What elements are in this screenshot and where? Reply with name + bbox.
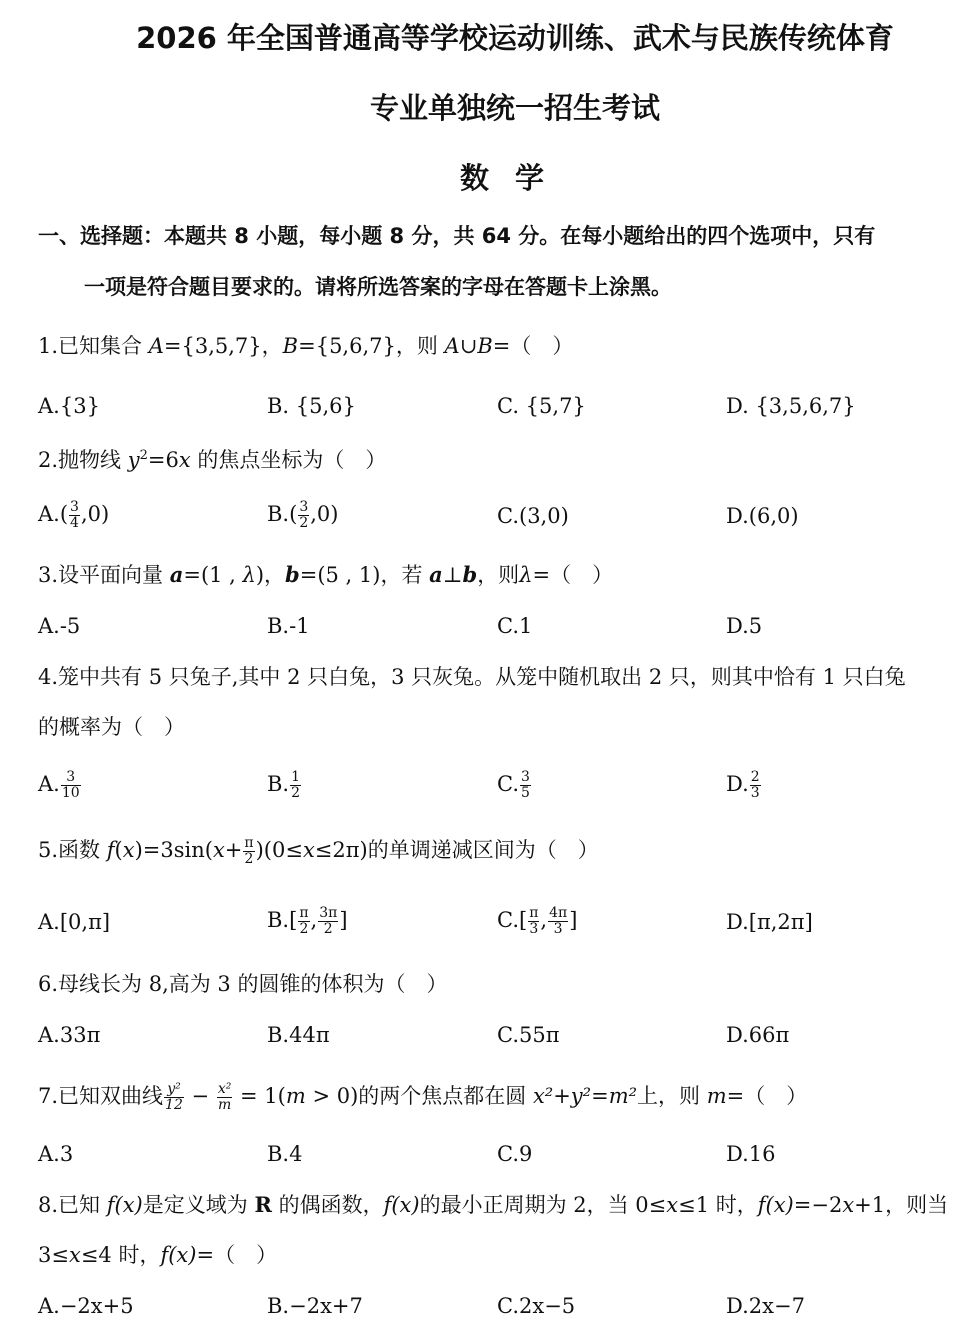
option-c: C.(3,0) — [497, 504, 569, 528]
question-4-line2: 的概率为（ ） — [38, 715, 185, 739]
option-a: A.( $\frac{3}{4}$ ,0) — [38, 499, 110, 531]
question-1: 1.已知集合 A={3,5,7}，B={5,6,7}，则 A∪B=（ ） — [38, 334, 574, 358]
question-6-options — [38, 1022, 968, 1052]
exam-title-line2: 专业单独统一招生考试 — [369, 91, 660, 125]
option-c: C. $\frac{3}{5}$ — [497, 769, 530, 801]
question-5-options — [38, 906, 968, 936]
option-d: D.16 — [726, 1142, 776, 1166]
question-7: 7.已知双曲线 $\frac{\text{y²}}{12}$ − $\frac{\text{x²}}{m}$ = 1(m > 0)的两个焦点都在圆 x²+y²=m²上，则 m=（ ） — [38, 1081, 808, 1113]
option-d: D. {3,5,6,7} — [726, 394, 856, 418]
option-b: B.-1 — [267, 614, 310, 638]
option-c: C.9 — [497, 1142, 533, 1166]
question-3-options — [38, 613, 968, 643]
exam-title-line1: 2026 年全国普通高等学校运动训练、武术与民族传统体育 — [136, 21, 894, 55]
question-1-options — [38, 393, 968, 423]
option-d: D.[π,2π] — [726, 910, 813, 934]
question-2: 2.抛物线 $y^2=6x$ 的焦点坐标为（ ） — [38, 448, 387, 472]
question-4-options — [38, 770, 968, 800]
question-8-line2: 3≤x≤4 时，f(x)=（ ） — [38, 1243, 278, 1267]
option-d: D.5 — [726, 614, 763, 638]
option-a: A. $\frac{3}{10}$ — [38, 769, 80, 801]
option-a: A.3 — [38, 1142, 74, 1166]
section-instructions-line1: 一、选择题：本题共 8 小题，每小题 8 分，共 64 分。在每小题给出的四个选项中，只有 — [38, 224, 876, 248]
question-4: 4.笼中共有 5 只兔子,其中 2 只白兔，3 只灰兔。从笼中随机取出 2 只，则其中恰有 1 只白兔 — [38, 665, 906, 689]
option-c: C.2x−5 — [497, 1294, 576, 1318]
option-b: B.( $\frac{3}{2}$ ,0) — [267, 499, 339, 531]
option-a: A.[0,π] — [38, 910, 111, 934]
option-d: D.2x−7 — [726, 1294, 805, 1318]
option-a: A.{3} — [38, 394, 100, 418]
question-3: 3.设平面向量 a=(1 , λ)，b=(5 , 1)，若 a⊥b，则λ=（ ） — [38, 562, 614, 587]
option-a: A.-5 — [38, 614, 81, 638]
option-a: A.33π — [38, 1023, 101, 1047]
option-b: B. {5,6} — [267, 394, 356, 418]
subject-title: 数学 — [459, 161, 570, 195]
option-d: D.(6,0) — [726, 504, 799, 528]
option-b: B.4 — [267, 1142, 303, 1166]
option-c: C.[ $\frac{\pi}{3}$ , $\frac{4\pi}{3}$ ] — [497, 905, 578, 937]
option-a: A.−2x+5 — [38, 1294, 134, 1318]
option-b: B. $\frac{1}{2}$ — [267, 769, 301, 801]
option-c: C.1 — [497, 614, 533, 638]
option-b: B.[ $\frac{\pi}{2}$ , $\frac{3\pi}{2}$ ] — [267, 905, 348, 937]
question-8-options — [38, 1293, 968, 1323]
option-b: B.44π — [267, 1023, 330, 1047]
option-d: D. $\frac{2}{3}$ — [726, 769, 760, 801]
section-instructions-line2: 一项是符合题目要求的。请将所选答案的字母在答题卡上涂黑。 — [84, 275, 672, 299]
option-c: C.55π — [497, 1023, 560, 1047]
question-8: 8.已知 f(x)是定义域为 R 的偶函数，f(x)的最小正周期为 2，当 0≤x≤1 时，f(x)=−2x+1，则当 — [38, 1192, 949, 1217]
option-d: D.66π — [726, 1023, 790, 1047]
question-5: 5.函数 f(x)=3sin(x+ $\frac{\pi}{2}$ )(0≤x≤2π)的单调递减区间为（ ） — [38, 835, 599, 867]
question-7-options — [38, 1141, 968, 1171]
option-c: C. {5,7} — [497, 394, 586, 418]
option-b: B.−2x+7 — [267, 1294, 363, 1318]
question-2-options — [38, 500, 968, 530]
question-6: 6.母线长为 8,高为 3 的圆锥的体积为（ ） — [38, 972, 448, 996]
